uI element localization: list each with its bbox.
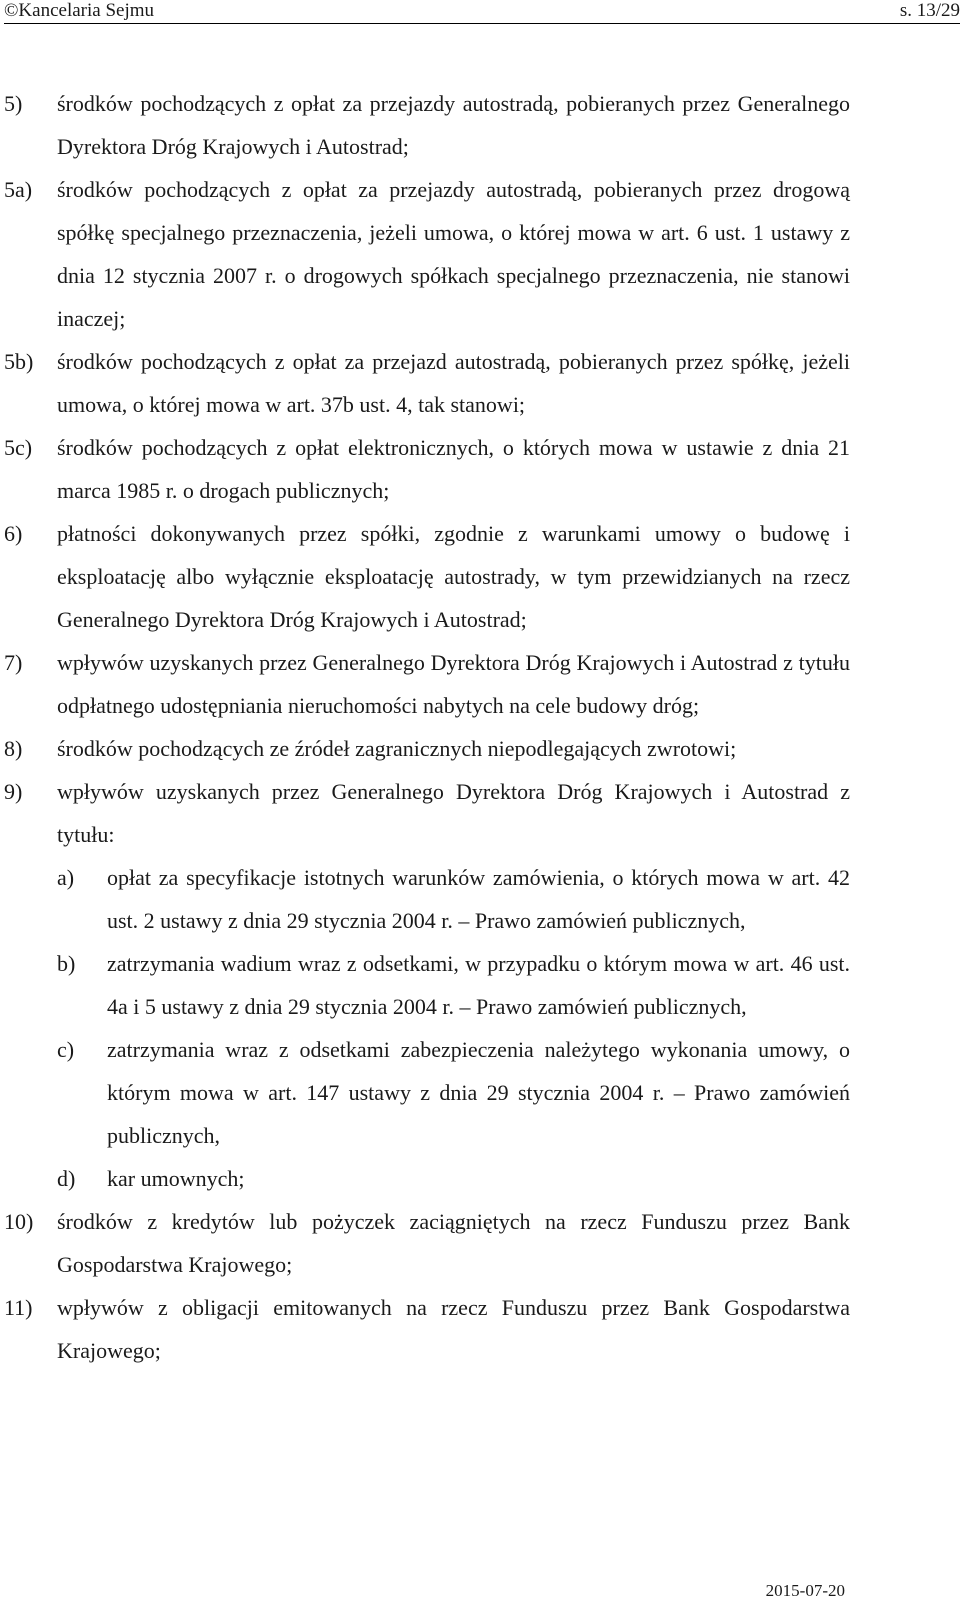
sub-list-item-letter: b) [57,951,76,976]
list-item-text: środków pochodzących ze źródeł zagranicznych niepodlegających zwrotowi; [57,736,737,761]
list-item-text: środków pochodzących z opłat za przejazdy autostradą, pobieranych przez Generalnego Dyrektora Dróg Krajowych i Autostrad; [57,91,850,159]
list-item-number: 9) [4,779,23,804]
list-item-number: 8) [4,736,23,761]
list-item [0,340,960,426]
list-item-number: 10) [4,1209,34,1234]
list-item-text: środków pochodzących z opłat za przejazd autostradą, pobieranych przez spółkę, jeżeli umowa, o której mowa w art. 37b ust. 4, tak stanowi; [57,349,850,417]
list-item-number: 5) [4,91,23,116]
list-item-text: środków pochodzących z opłat elektronicznych, o których mowa w ustawie z dnia 21 marca 1985 r. o drogach publicznych; [57,435,850,503]
sub-list-item [0,1028,960,1157]
sub-list-item-letter: a) [57,865,75,890]
list-item [0,168,960,340]
list-item [0,641,960,727]
sub-list-item-text: kar umownych; [107,1166,245,1191]
list-item-text: środków pochodzących z opłat za przejazdy autostradą, pobieranych przez drogową spółkę specjalnego przeznaczenia, jeżeli umowa, o której mowa w art. 6 ust. 1 ustawy z dnia 12 stycznia 2007 r. o drogowych spółkach specjalnego przeznaczenia, nie stanowi inaczej; [57,177,850,331]
sub-list-item-text: zatrzymania wadium wraz z odsetkami, w przypadku o którym mowa w art. 46 ust. 4a i 5 ustawy z dnia 29 stycznia 2004 r. – Prawo zamówień publicznych, [107,951,850,1019]
sub-list-item [0,942,960,1028]
sub-list-item-letter: d) [57,1166,76,1191]
list-item [0,426,960,512]
list-item-text: wpływów z obligacji emitowanych na rzecz Funduszu przez Bank Gospodarstwa Krajowego; [57,1295,850,1363]
list-item-text: wpływów uzyskanych przez Generalnego Dyrektora Dróg Krajowych i Autostrad z tytułu odpłatnego udostępniania nieruchomości nabytych na cele budowy dróg; [57,650,850,718]
footer-date: 2015-07-20 [765,1581,845,1600]
page-header [4,0,960,22]
list-item-number: 5c) [4,435,33,460]
list-item-number: 5a) [4,177,33,202]
list-item [0,727,960,770]
sub-list-item-text: zatrzymania wraz z odsetkami zabezpieczenia należytego wykonania umowy, o którym mowa w art. 147 ustawy z dnia 29 stycznia 2004 r. – Prawo zamówień publicznych, [107,1037,850,1148]
list-item-text: środków z kredytów lub pożyczek zaciągniętych na rzecz Funduszu przez Bank Gospodarstwa Krajowego; [57,1209,850,1277]
list-item [0,1200,960,1286]
list-item-text: wpływów uzyskanych przez Generalnego Dyrektora Dróg Krajowych i Autostrad z tytułu: [57,779,850,847]
list-item-number: 5b) [4,349,34,374]
sub-list-item [0,856,960,942]
sub-list-item-text: opłat za specyfikacje istotnych warunków zamówienia, o których mowa w art. 42 ust. 2 ustawy z dnia 29 stycznia 2004 r. – Prawo zamówień publicznych, [107,865,850,933]
list-item [0,1286,960,1372]
list-item [0,82,960,168]
document-body [0,82,960,1372]
list-item-text: płatności dokonywanych przez spółki, zgodnie z warunkami umowy o budowę i eksploatację albo wyłącznie eksploatację autostrady, w tym przewidzianych na rzecz Generalnego Dyrektora Dróg Krajowych i Autostrad; [57,521,850,632]
sub-list-item [0,1157,960,1200]
sub-list-item-letter: c) [57,1037,75,1062]
list-item [0,770,960,856]
list-item-number: 6) [4,521,23,546]
list-item-number: 7) [4,650,23,675]
header-divider [4,23,960,24]
list-item-number: 11) [4,1295,33,1320]
header-publisher: ©Kancelaria Sejmu [4,0,155,21]
list-item [0,512,960,641]
header-page-number: s. 13/29 [899,0,960,21]
